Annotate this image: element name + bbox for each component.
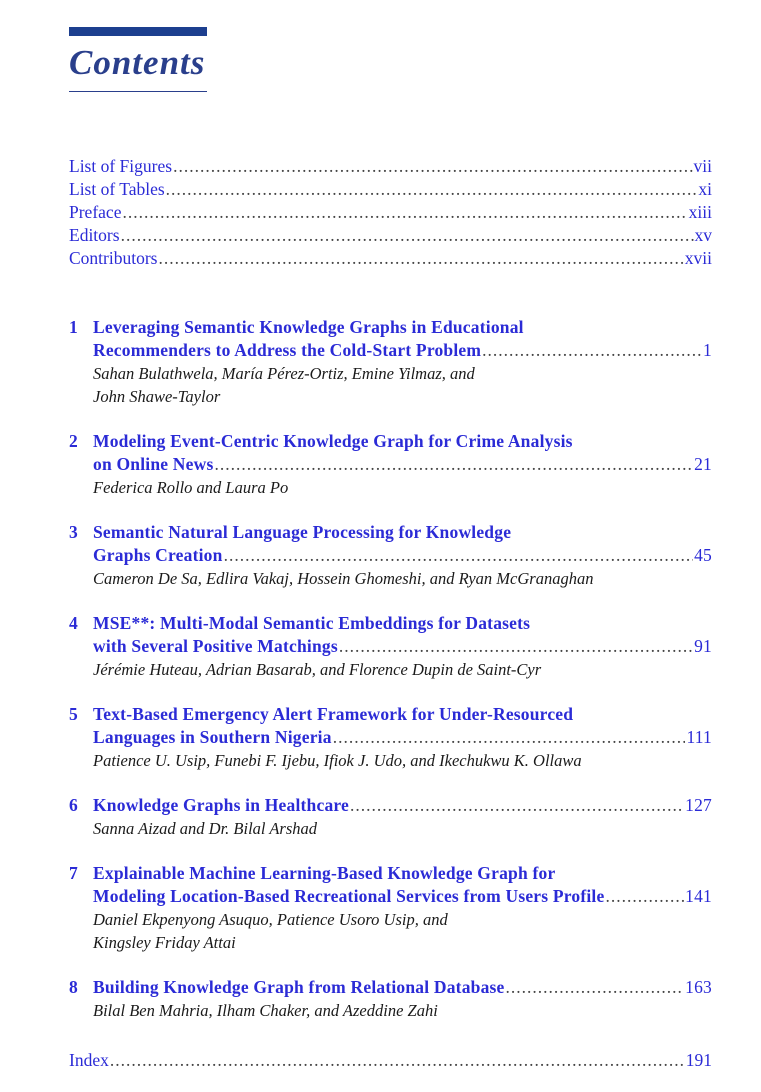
chapter-title-line[interactable]: Modeling Event-Centric Knowledge Graph for Crime Analysis [93, 431, 573, 451]
chapter-title-line[interactable]: Text-Based Emergency Alert Framework for Under-Resourced [93, 704, 574, 724]
chapter-page: 127 [685, 795, 712, 815]
chapter-list [69, 316, 712, 1044]
chapter-entry[interactable] [69, 862, 712, 954]
entry-label[interactable]: List of Tables [69, 179, 165, 199]
entry-page: xv [694, 225, 712, 245]
leader-dots [166, 178, 698, 201]
chapter-authors: Jérémie Huteau, Adrian Basarab, and Florence Dupin de Saint-Cyr [93, 660, 542, 679]
chapter-number: 2 [69, 431, 78, 451]
chapter-number: 7 [69, 863, 78, 883]
chapter-page: 111 [686, 727, 712, 747]
chapter-title-last-line[interactable] [93, 726, 712, 749]
leader-dots [110, 1049, 685, 1072]
chapter-title-line[interactable]: Building Knowledge Graph from Relational Database [93, 977, 505, 997]
front-matter-list [69, 155, 712, 270]
title-underline [69, 91, 207, 92]
leader-dots [121, 224, 694, 247]
chapter-authors: Federica Rollo and Laura Po [93, 478, 289, 497]
chapter-number: 6 [69, 795, 78, 815]
chapter-number: 5 [69, 704, 78, 724]
page-title: Contents [69, 43, 206, 82]
chapter-title-line[interactable]: Recommenders to Address the Cold-Start Problem [93, 340, 482, 360]
chapter-page: 91 [694, 636, 712, 656]
chapter-authors: Patience U. Usip, Funebi F. Ijebu, Ifiok J. Udo, and Ikechukwu K. Ollawa [93, 751, 582, 770]
chapter-page: 21 [694, 454, 712, 474]
chapter-authors: Kingsley Friday Attai [93, 933, 236, 952]
entry-page: xiii [688, 202, 712, 222]
chapter-title-last-line[interactable] [93, 339, 712, 362]
entry-label[interactable]: List of Figures [69, 156, 173, 176]
chapter-title-line[interactable]: Explainable Machine Learning-Based Knowledge Graph for [93, 863, 556, 883]
leader-dots [173, 155, 692, 178]
index-page: 191 [685, 1050, 712, 1070]
entry-page: vii [693, 156, 712, 176]
chapter-title-last-line[interactable] [93, 885, 712, 908]
leader-dots [350, 794, 684, 817]
chapter-number: 3 [69, 522, 78, 542]
index-entry[interactable] [69, 1049, 712, 1072]
leader-dots [339, 635, 693, 658]
chapter-page: 1 [703, 340, 712, 360]
title-accent-bar [69, 27, 207, 36]
chapter-authors: Cameron De Sa, Edlira Vakaj, Hossein Ghomeshi, and Ryan McGranaghan [93, 569, 594, 588]
chapter-title-last-line[interactable] [93, 794, 712, 817]
chapter-authors: Daniel Ekpenyong Asuquo, Patience Usoro Usip, and [93, 910, 448, 929]
chapter-number: 4 [69, 613, 78, 633]
chapter-title-line[interactable]: on Online News [93, 454, 214, 474]
chapter-entry[interactable] [69, 521, 712, 590]
chapter-title-line[interactable]: Languages in Southern Nigeria [93, 727, 332, 747]
leader-dots [605, 885, 684, 908]
chapter-entry[interactable] [69, 316, 712, 408]
chapter-number: 1 [69, 317, 78, 337]
leader-dots [482, 339, 702, 362]
chapter-page: 141 [685, 886, 712, 906]
leader-dots [158, 247, 683, 270]
chapter-page: 163 [685, 977, 712, 997]
chapter-title-line[interactable]: Graphs Creation [93, 545, 223, 565]
index-label[interactable]: Index [69, 1050, 109, 1070]
chapter-number: 8 [69, 977, 78, 997]
leader-dots [214, 453, 693, 476]
entry-label[interactable]: Editors [69, 225, 120, 245]
chapter-title-last-line[interactable] [93, 544, 712, 567]
entry-page: xvii [684, 248, 712, 268]
front-matter-entry[interactable] [69, 201, 712, 224]
chapter-title-last-line[interactable] [93, 635, 712, 658]
entry-page: xi [698, 179, 712, 199]
leader-dots [333, 726, 686, 749]
chapter-entry[interactable] [69, 703, 712, 772]
chapter-title-line[interactable]: Knowledge Graphs in Healthcare [93, 795, 350, 815]
chapter-authors: Bilal Ben Mahria, Ilham Chaker, and Azeddine Zahi [93, 1001, 438, 1020]
chapter-entry[interactable] [69, 612, 712, 681]
chapter-title-line[interactable]: MSE**: Multi-Modal Semantic Embeddings for Datasets [93, 613, 531, 633]
chapter-title-line[interactable]: Leveraging Semantic Knowledge Graphs in Educational [93, 317, 524, 337]
leader-dots [506, 976, 685, 999]
leader-dots [224, 544, 694, 567]
chapter-entry[interactable] [69, 794, 712, 840]
entry-label[interactable]: Preface [69, 202, 122, 222]
leader-dots [122, 201, 687, 224]
front-matter-entry[interactable] [69, 224, 712, 247]
chapter-entry[interactable] [69, 430, 712, 499]
chapter-title-line[interactable]: with Several Positive Matchings [93, 636, 338, 656]
chapter-entry[interactable] [69, 976, 712, 1022]
chapter-title-line[interactable]: Semantic Natural Language Processing for Knowledge [93, 522, 512, 542]
chapter-authors: Sanna Aizad and Dr. Bilal Arshad [93, 819, 317, 838]
chapter-title-last-line[interactable] [93, 976, 712, 999]
chapter-page: 45 [694, 545, 712, 565]
chapter-title-last-line[interactable] [93, 453, 712, 476]
chapter-title-line[interactable]: Modeling Location-Based Recreational Services from Users Profile [93, 886, 605, 906]
chapter-authors: John Shawe-Taylor [93, 387, 221, 406]
front-matter-entry[interactable] [69, 155, 712, 178]
front-matter-entry[interactable] [69, 178, 712, 201]
toc-page [69, 0, 712, 1092]
entry-label[interactable]: Contributors [69, 248, 158, 268]
front-matter-entry[interactable] [69, 247, 712, 270]
chapter-authors: Sahan Bulathwela, María Pérez-Ortiz, Emine Yilmaz, and [93, 364, 475, 383]
